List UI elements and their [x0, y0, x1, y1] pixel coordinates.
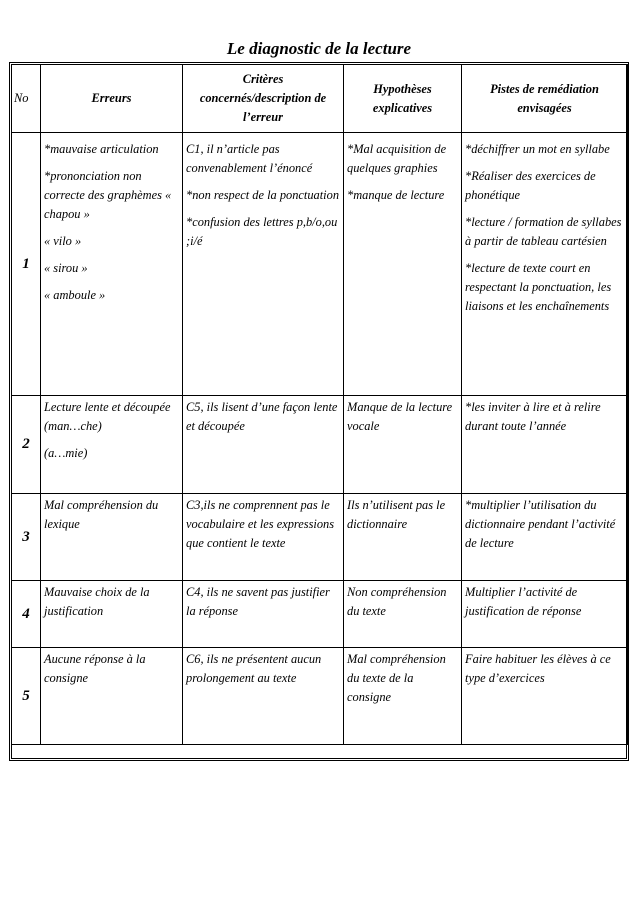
cell-line: *mauvaise articulation — [44, 142, 159, 156]
cell-line: Non compréhension du texte — [347, 585, 447, 618]
cell-line: Multiplier l’activité de justification de réponse — [465, 585, 582, 618]
table-row — [12, 133, 628, 396]
cell-pistes — [462, 648, 628, 745]
cell-hypotheses — [344, 648, 462, 745]
cell-line: Lecture lente et découpée (man…che) — [44, 400, 171, 433]
cell-pistes — [462, 133, 628, 396]
cell-line: *multiplier l’utilisation du dictionnaire pendant l’activité de lecture — [465, 498, 616, 550]
cell-erreurs — [41, 648, 183, 745]
cell-line: *confusion des lettres p,b/o,ou ;i/é — [186, 215, 338, 248]
header-criteres: Critères concernés/description de l’erreur — [183, 65, 344, 133]
diagnostic-table — [11, 64, 628, 745]
cell-line: *Réaliser des exercices de phonétique — [465, 169, 596, 202]
cell-line: Mal compréhension du lexique — [44, 498, 159, 531]
cell-line: « vilo » — [44, 234, 82, 248]
row-number: 1 — [12, 133, 41, 396]
cell-line: Mal compréhension du texte de la consigne — [347, 652, 446, 704]
cell-line: Ils n’utilisent pas le dictionnaire — [347, 498, 446, 531]
cell-pistes — [462, 494, 628, 581]
cell-hypotheses — [344, 494, 462, 581]
cell-line: C3,ils ne comprennent pas le vocabulaire et les expressions que contient le texte — [186, 498, 335, 550]
cell-hypotheses — [344, 133, 462, 396]
cell-criteres — [183, 494, 344, 581]
cell-line: C4, ils ne savent pas justifier la réponse — [186, 585, 330, 618]
header-erreurs: Erreurs — [41, 65, 183, 133]
cell-line: *lecture de texte court en respectant la ponctuation, les liaisons et les enchaînements — [465, 261, 612, 313]
cell-line: *déchiffrer un mot en syllabe — [465, 142, 610, 156]
cell-line: *prononciation non correcte des graphèmes « chapou » — [44, 169, 172, 221]
cell-hypotheses — [344, 581, 462, 648]
table-row — [12, 581, 628, 648]
cell-erreurs — [41, 581, 183, 648]
cell-criteres — [183, 581, 344, 648]
cell-criteres — [183, 396, 344, 494]
table-row — [12, 494, 628, 581]
table-header-row — [12, 65, 628, 133]
cell-pistes — [462, 581, 628, 648]
table-row — [12, 396, 628, 494]
header-pistes: Pistes de remédiation envisagées — [462, 65, 628, 133]
cell-criteres — [183, 648, 344, 745]
row-number: 2 — [12, 396, 41, 494]
header-no: No — [12, 65, 41, 133]
cell-line: Mauvaise choix de la justification — [44, 585, 150, 618]
row-number: 5 — [12, 648, 41, 745]
cell-line: *manque de lecture — [347, 188, 445, 202]
cell-line: C1, il n’article pas convenablement l’énoncé — [186, 142, 313, 175]
cell-criteres — [183, 133, 344, 396]
cell-hypotheses — [344, 396, 462, 494]
cell-line: C5, ils lisent d’une façon lente et découpée — [186, 400, 338, 433]
cell-erreurs — [41, 396, 183, 494]
cell-pistes — [462, 396, 628, 494]
header-hypotheses: Hypothèses explicatives — [344, 65, 462, 133]
cell-line: *non respect de la ponctuation — [186, 188, 340, 202]
cell-line: « sirou » — [44, 261, 88, 275]
table-row — [12, 648, 628, 745]
row-number: 3 — [12, 494, 41, 581]
cell-line: « amboule » — [44, 288, 106, 302]
cell-line: C6, ils ne présentent aucun prolongement au texte — [186, 652, 322, 685]
cell-line: Aucune réponse à la consigne — [44, 652, 146, 685]
cell-erreurs — [41, 133, 183, 396]
cell-line: Manque de la lecture vocale — [347, 400, 453, 433]
page-title: Le diagnostic de la lecture — [226, 39, 412, 58]
cell-line: *les inviter à lire et à relire durant toute l’année — [465, 400, 601, 433]
cell-line: (a…mie) — [44, 446, 88, 460]
cell-line: Faire habituer les élèves à ce type d’exercices — [465, 652, 611, 685]
cell-erreurs — [41, 494, 183, 581]
cell-line: *Mal acquisition de quelques graphies — [347, 142, 447, 175]
cell-line: *lecture / formation de syllabes à partir de tableau cartésien — [465, 215, 622, 248]
row-number: 4 — [12, 581, 41, 648]
